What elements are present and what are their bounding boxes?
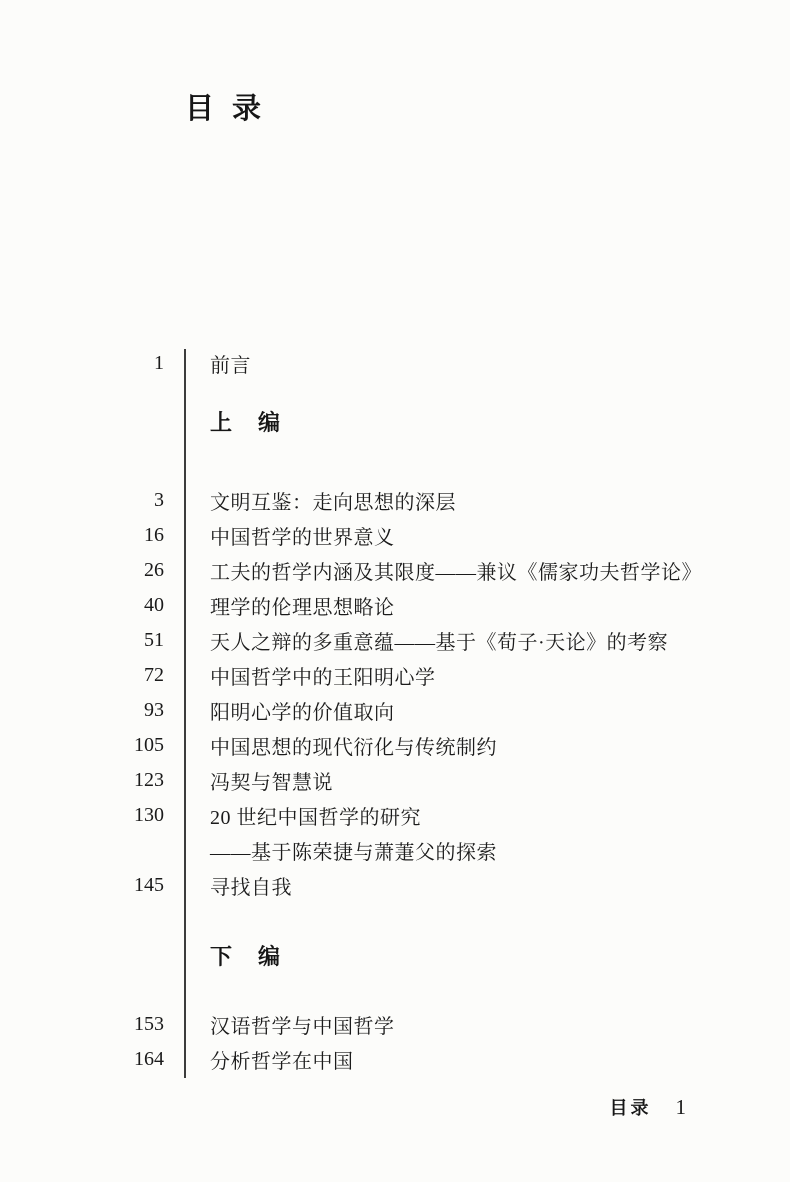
- section-heading-upper: 上 编: [210, 409, 283, 435]
- entry-title: 天人之辩的多重意蕴——基于《荀子·天论》的考察: [210, 632, 669, 654]
- toc-entry: [0, 553, 790, 588]
- toc-entry: [0, 658, 790, 693]
- entry-title: 分析哲学在中国: [210, 1051, 354, 1073]
- entry-title: 前言: [210, 354, 251, 377]
- toc-entry-subtitle-row: [0, 833, 790, 868]
- entry-title: 中国哲学的世界意义: [210, 527, 395, 549]
- toc-entry: [0, 868, 790, 903]
- entry-page-number: 51: [144, 629, 164, 651]
- entry-page-number: 164: [134, 1048, 164, 1070]
- entry-page-number: 16: [144, 524, 164, 546]
- page-footer: [610, 1094, 687, 1120]
- toc-entry: [0, 518, 790, 553]
- entry-page-number: 1: [154, 351, 164, 374]
- entry-page-number: 153: [134, 1013, 164, 1035]
- entry-page-number: 26: [144, 559, 164, 581]
- toc-entries-lower: [0, 1007, 790, 1077]
- entry-page-number: 145: [134, 874, 164, 896]
- toc-entry: [0, 483, 790, 518]
- entry-subtitle: ——基于陈荣捷与萧萐父的探索: [210, 842, 497, 864]
- toc-entry: [0, 1007, 790, 1042]
- footer-section-label: 目录: [609, 1098, 652, 1118]
- entry-title: 理学的伦理思想略论: [210, 597, 395, 619]
- entry-page-number: 72: [144, 664, 164, 686]
- toc-front-matter-row: [0, 345, 790, 381]
- entry-title: 冯契与智慧说: [210, 772, 333, 794]
- toc-entry: [0, 728, 790, 763]
- toc-entry: [0, 763, 790, 798]
- toc-entry: [0, 693, 790, 728]
- entry-page-number: 40: [144, 594, 164, 616]
- entry-page-number: 105: [134, 734, 164, 756]
- section-heading-row-lower: [0, 933, 790, 977]
- entry-title: 汉语哲学与中国哲学: [210, 1016, 395, 1038]
- footer-page-number: 1: [675, 1095, 686, 1119]
- entry-title: 工夫的哲学内涵及其限度——兼议《儒家功夫哲学论》: [210, 562, 702, 584]
- entry-title: 文明互鉴：走向思想的深层: [210, 492, 456, 514]
- toc-entries-upper: [0, 483, 790, 903]
- entry-page-number: 93: [144, 699, 164, 721]
- table-of-contents: [0, 345, 790, 1077]
- entry-page-number: 130: [134, 804, 164, 826]
- toc-entry: [0, 623, 790, 658]
- page-title: 目 录: [185, 93, 263, 125]
- entry-title: 中国哲学中的王阳明心学: [210, 667, 436, 689]
- entry-title: 中国思想的现代衍化与传统制约: [210, 737, 497, 759]
- entry-title: 20 世纪中国哲学的研究: [210, 807, 421, 829]
- toc-entry: [0, 1042, 790, 1077]
- toc-entry: [0, 798, 790, 833]
- section-heading-lower: 下 编: [210, 943, 283, 969]
- entry-title: 阳明心学的价值取向: [210, 702, 395, 724]
- section-heading-row-upper: [0, 399, 790, 443]
- entry-title: 寻找自我: [210, 877, 292, 899]
- entry-page-number: 3: [154, 489, 164, 511]
- entry-page-number: 123: [134, 769, 164, 791]
- toc-entry: [0, 588, 790, 623]
